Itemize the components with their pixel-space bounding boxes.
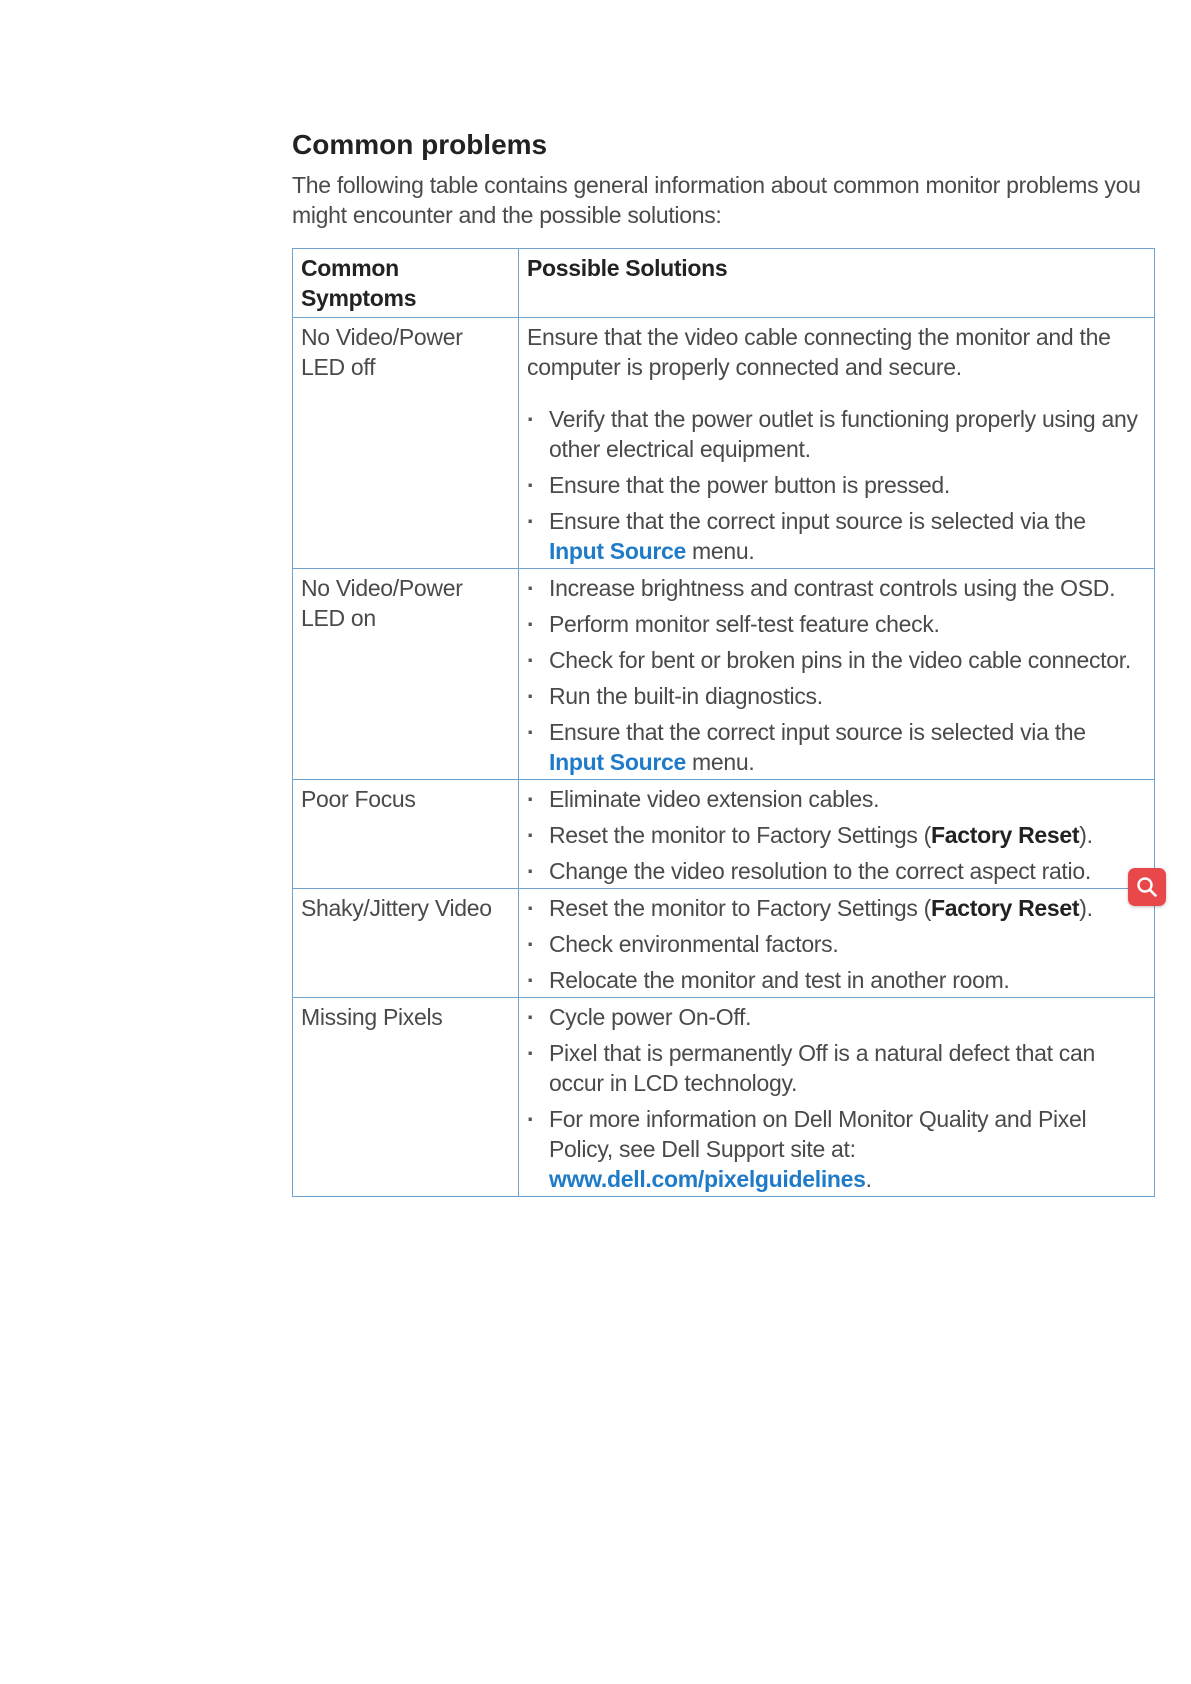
- solution-list: [527, 1002, 1146, 1194]
- solution-text: menu.: [685, 748, 755, 775]
- solution-text: Reset the monitor to Factory Settings (: [549, 821, 932, 848]
- solution-lead-text: Ensure that the video cable connecting the monitor and the computer is properly connected and secure.: [527, 323, 1111, 380]
- table-row: [293, 317, 1155, 568]
- solution-list: [527, 573, 1146, 777]
- solutions-cell: [519, 888, 1155, 997]
- solution-item: · Increase brightness and contrast controls using the OSD.: [527, 573, 1146, 603]
- factory-reset-label: Factory Reset: [931, 821, 1080, 848]
- solution-list: [527, 784, 1146, 886]
- pixel-guidelines-link[interactable]: www.dell.com/pixelguidelines: [549, 1165, 866, 1192]
- solution-item: · Pixel that is permanently Off is a natural defect that can occur in LCD technology.: [527, 1038, 1146, 1098]
- table-row: [293, 779, 1155, 888]
- symptom-cell: Missing Pixels: [293, 997, 519, 1196]
- solutions-cell: [519, 317, 1155, 568]
- solutions-cell: [519, 568, 1155, 779]
- solution-item: [527, 506, 1146, 566]
- solution-text: Ensure that the correct input source is selected via the: [549, 718, 1086, 745]
- table-row: [293, 568, 1155, 779]
- column-header-solutions: Possible Solutions: [519, 248, 1155, 317]
- page-content: [292, 128, 1154, 1197]
- search-button[interactable]: [1128, 868, 1166, 906]
- symptom-cell: No Video/Power LED off: [293, 317, 519, 568]
- solution-item: [527, 717, 1146, 777]
- input-source-link[interactable]: Input Source: [549, 537, 686, 564]
- symptom-cell: Shaky/Jittery Video: [293, 888, 519, 997]
- solution-item: [527, 820, 1146, 850]
- solution-item: · Eliminate video extension cables.: [527, 784, 1146, 814]
- column-header-symptoms: Common Symptoms: [293, 248, 519, 317]
- solution-list: [527, 404, 1146, 566]
- table-row: [293, 888, 1155, 997]
- solution-text: Ensure that the correct input source is selected via the: [549, 507, 1086, 534]
- factory-reset-label: Factory Reset: [931, 894, 1080, 921]
- solution-text: ).: [1079, 894, 1093, 921]
- solution-item: · Perform monitor self-test feature check.: [527, 609, 1146, 639]
- solution-text: menu.: [685, 537, 755, 564]
- solution-item: · Check for bent or broken pins in the video cable connector.: [527, 645, 1146, 675]
- solution-item: · Check environmental factors.: [527, 929, 1146, 959]
- solution-item: · Relocate the monitor and test in another room.: [527, 965, 1146, 995]
- search-icon: [1135, 875, 1159, 899]
- solution-text: .: [865, 1165, 872, 1192]
- solution-item: · Cycle power On-Off.: [527, 1002, 1146, 1032]
- symptom-cell: No Video/Power LED on: [293, 568, 519, 779]
- table-row: [293, 997, 1155, 1196]
- solution-item: · Ensure that the power button is pressed.: [527, 470, 1146, 500]
- solution-item: · Verify that the power outlet is functioning properly using any other electrical equipment.: [527, 404, 1146, 464]
- intro-paragraph: The following table contains general information about common monitor problems you might encounter and the possible solutions:: [292, 171, 1141, 228]
- solution-list: [527, 893, 1146, 995]
- section-heading: Common problems: [292, 129, 548, 160]
- solutions-cell: [519, 779, 1155, 888]
- solution-text: Reset the monitor to Factory Settings (: [549, 894, 932, 921]
- common-problems-table: [292, 248, 1155, 1197]
- solution-text: ).: [1079, 821, 1093, 848]
- symptom-cell: Poor Focus: [293, 779, 519, 888]
- solutions-cell: [519, 997, 1155, 1196]
- solution-item: [527, 1104, 1146, 1194]
- solution-text: For more information on Dell Monitor Quality and Pixel Policy, see Dell Support site at:: [549, 1105, 1087, 1162]
- solution-item: · Change the video resolution to the correct aspect ratio.: [527, 856, 1146, 886]
- input-source-link[interactable]: Input Source: [549, 748, 686, 775]
- solution-item: [527, 893, 1146, 923]
- table-header-row: [293, 248, 1155, 317]
- solution-item: · Run the built-in diagnostics.: [527, 681, 1146, 711]
